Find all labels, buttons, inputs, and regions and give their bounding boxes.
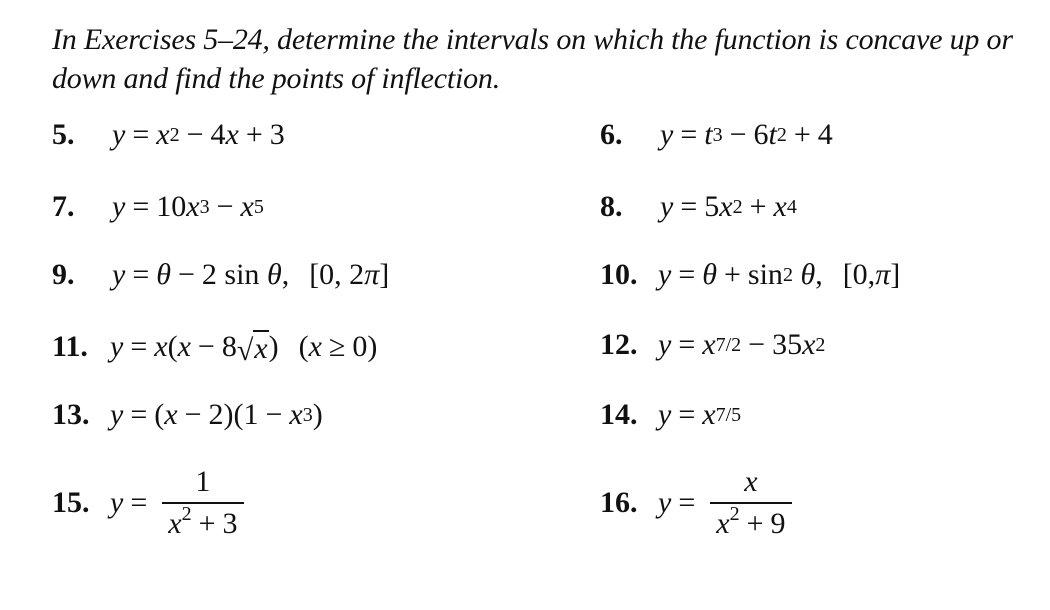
exercise-7 — [52, 190, 264, 224]
instructions-text: In Exercises 5–24, determine the intervals on which the function is concave up or down and find the points of inflection. — [52, 23, 1013, 95]
exercise-number: 13. — [52, 398, 90, 431]
exercise-10 — [600, 258, 900, 292]
exercise-expression: y = 5 x 2 + x 4 — [660, 190, 797, 223]
exercise-number: 8. — [600, 190, 623, 223]
exercise-expression: y = x ( x − 8 √ x ) ( x ≥ 0) — [110, 330, 378, 367]
exercise-number: 16. — [600, 486, 638, 519]
exercise-11 — [52, 328, 377, 366]
exercise-6 — [600, 118, 833, 152]
exercise-number: 14. — [600, 398, 638, 431]
exercise-number: 15. — [52, 486, 90, 519]
exercise-number: 6. — [600, 118, 623, 151]
exercise-14 — [600, 398, 741, 432]
exercise-number: 5. — [52, 118, 75, 151]
exercise-8 — [600, 190, 797, 224]
exercise-16 — [600, 466, 792, 540]
exercise-9 — [52, 258, 389, 292]
exercise-number: 7. — [52, 190, 75, 223]
exercise-expression: y = x 7/2 − 35 x 2 — [658, 328, 826, 361]
exercise-12 — [600, 328, 825, 362]
exercise-number: 9. — [52, 258, 75, 291]
exercise-13 — [52, 398, 323, 432]
exercise-15 — [52, 466, 244, 540]
exercise-expression: y = θ + sin 2 θ , [0, π ] — [658, 258, 901, 291]
exercise-expression: y = x 7/5 — [658, 398, 742, 431]
exercise-number: 11. — [52, 330, 88, 363]
exercise-expression: y = $\frac{1}{x^2 + 3}$ — [110, 466, 244, 540]
exercise-5 — [52, 118, 285, 152]
exercise-number: 10. — [600, 258, 638, 291]
exercise-expression: y = ( x − 2)(1 − x 3 ) — [110, 398, 323, 431]
exercise-expression: y = x 2 − 4 x + 3 — [112, 118, 285, 151]
exercise-expression: y = θ − 2 sin θ , [0, 2 π ] — [112, 258, 390, 291]
exercise-expression: y = t 3 − 6 t 2 + 4 — [660, 118, 833, 151]
exercise-expression: y = 10 x 3 − x 5 — [112, 190, 264, 223]
exercise-number: 12. — [600, 328, 638, 361]
exercise-expression: y = $\frac{x}{x^2 + 9}$ — [658, 466, 792, 540]
